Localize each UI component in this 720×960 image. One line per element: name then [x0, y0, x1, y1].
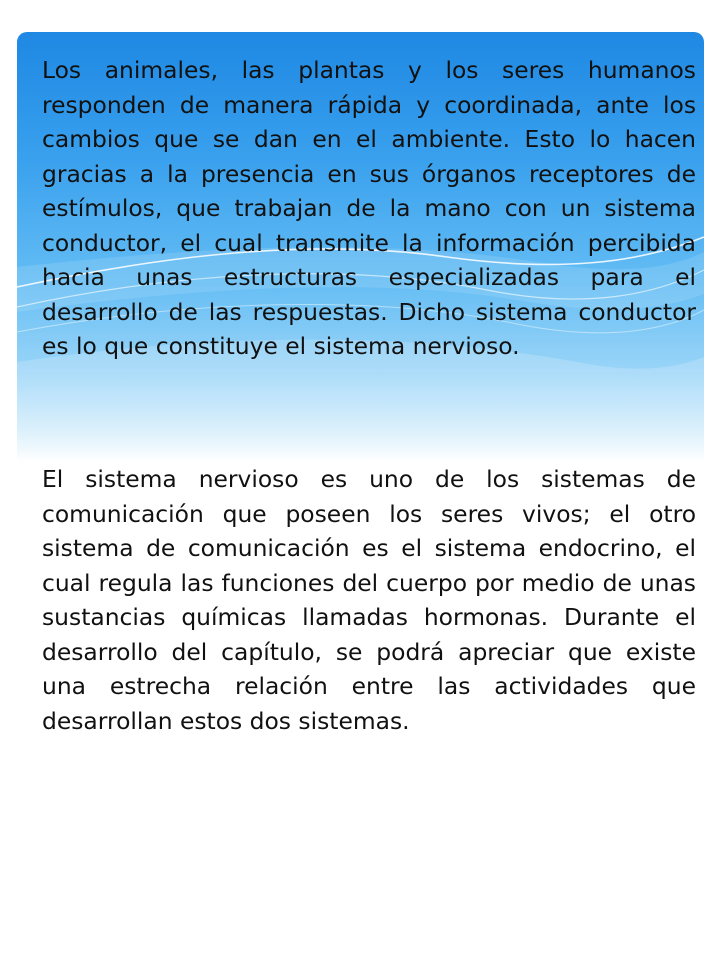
paragraph-intro: Los animales, las plantas y los seres humanos responden de manera rápida y coordinada, ante los cambios que se dan en el ambiente. Esto lo hacen gracias a la presencia en sus órganos receptores de estímulos, que trabajan de la mano con un sistema conductor, el cual transmite la información percibida hacia unas estructuras especializadas para el desarrollo de las respuestas. Dicho sistema conductor es lo que constituye el sistema nervioso. [42, 56, 696, 360]
paragraph-communication: El sistema nervioso es uno de los sistemas de comunicación que poseen los seres vivos; el otro sistema de comunicación es el sistema endocrino, el cual regula las funciones del cuerpo por medio de unas sustancias químicas llamadas hormonas. Durante el desarrollo del capítulo, se podrá apreciar que existe una estrecha relación entre las actividades que desarrollan estos dos sistemas. [42, 465, 696, 735]
